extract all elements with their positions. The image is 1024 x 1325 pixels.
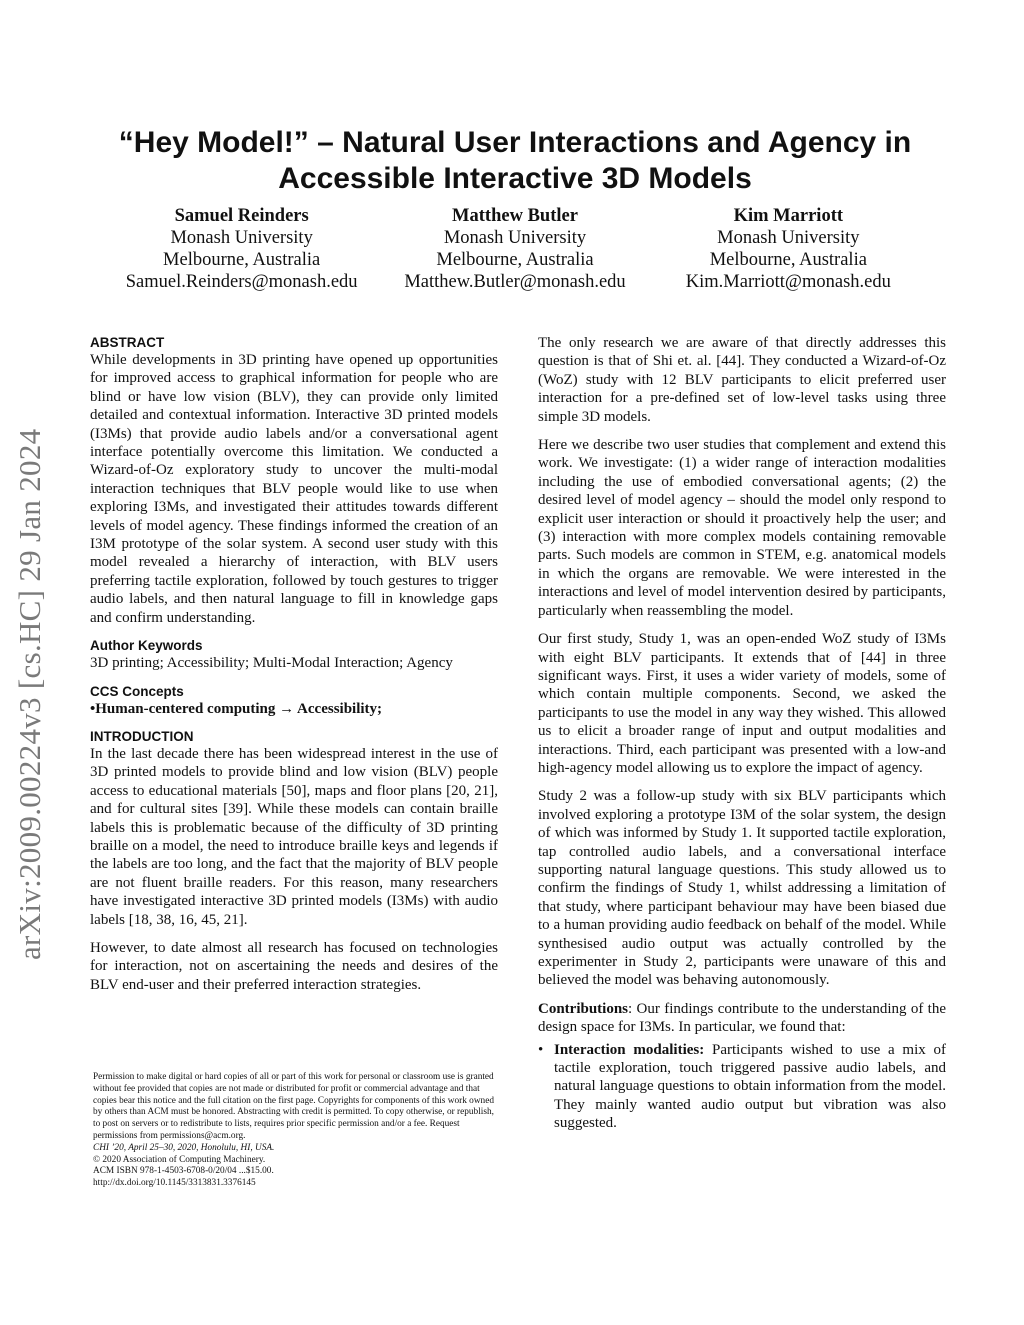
author-name: Matthew Butler — [452, 206, 578, 226]
paper-title — [100, 125, 930, 197]
body-paragraph: Our first study, Study 1, was an open-ended WoZ study of I3Ms with eight BLV participants. It extends that of [44] in three significant ways. First, it uses a wider variety of models, some of which contain multiple components. Second, we asked the participants to use the model in any way they wished. This allowed us to elicit a broader range of input and output modalities and interactions. Third, each participant was presented with a low-and high-agency model allowing us to explore the impact of agency. — [538, 631, 946, 776]
author-name: Kim Marriott — [733, 206, 844, 226]
arxiv-stamp: arXiv:2009.00224v3 [cs.HC] 29 Jan 2024 — [12, 428, 47, 960]
author-email: Samuel.Reinders@monash.edu — [125, 272, 358, 292]
contributions-paragraph — [538, 1000, 946, 1037]
author-affiliation: Monash University — [717, 228, 860, 248]
contributions-label: Contributions — [538, 1000, 629, 1017]
contributions-text: : Our findings contribute to the understanding of the design space for I3Ms. In particular, we found that: — [538, 1000, 946, 1036]
abstract-text: While developments in 3D printing have opened up opportunities for improved access to graphical information for people who are blind or have low vision (BLV), they can provide only limited detailed and contextual information. Interactive 3D printed models (I3Ms) that provide audio labels and/or a conversational agent interface potentially overcome this limitation. We conducted a Wizard-of-Oz exploratory study to uncover the multi-modal interaction techniques that BLV people would like to use when exploring I3Ms, and investigated their attitudes towards different levels of model agency. These findings informed the creation of an I3M prototype of the solar system. A second user study with this model revealed a hierarchy of interaction, with BLV users preferring tactile exploration, followed by touch gestures to trigger audio labels, and then natural language to fill in knowledge gaps and confirm understanding. — [90, 352, 498, 626]
author-affiliation: Monash University — [443, 228, 587, 248]
keywords-heading: Author Keywords — [90, 638, 203, 654]
body-paragraph: Here we describe two user studies that complement and extend this work. We investigate: (1) a wider range of interaction modalities including the use of embodied conversational agents; (2) the desired level of model agency – should the model only respond to explicit user interaction or should it proactively help the user; and (3) interaction with more complex models containing removable parts. Such models are common in STEM, e.g. anatomical models in which the organs are removable. We were interested in the interactions and level of model intervention desired by participants, particularly when reassembling the model. — [538, 437, 946, 619]
author-1 — [105, 205, 378, 293]
author-location: Melbourne, Australia — [436, 250, 594, 270]
ccs-text: •Human-centered computing → Accessibility; — [90, 700, 383, 717]
author-block — [105, 205, 925, 293]
author-email: Matthew.Butler@monash.edu — [404, 272, 626, 292]
bullet-label: Interaction modalities: — [554, 1041, 705, 1058]
copyright-line: © 2020 Association of Computing Machinery. — [93, 1154, 266, 1165]
bullet-text — [554, 1041, 946, 1133]
permission-notice: Permission to make digital or hard copies of all or part of this work for personal or classroom use is granted without fee provided that copies are not made or distributed for profit or commercial advantage and that copies bear this notice and the full citation on the first page. Copyrights for components of this work owned by others than ACM must be honored. Abstracting with credit is permitted. To copy otherwise, or republish, to post on servers or to redistribute to lists, requires prior specific permission and/or a fee. Request permissions from permissions@acm.org. — [93, 1072, 494, 1141]
ccs-heading: CCS Concepts — [90, 683, 184, 699]
conference-info: CHI ’20, April 25–30, 2020, Honolulu, HI, USA. — [93, 1142, 275, 1153]
bullet-body: Participants wished to use a mix of tactile exploration, touch triggered passive audio labels, and natural language questions to obtain information from the model. They mainly wanted audio output but vibration was also suggested. — [554, 1041, 946, 1132]
author-location: Melbourne, Australia — [163, 250, 321, 270]
bullet-icon: • — [538, 1041, 544, 1058]
doi-link[interactable]: http://dx.doi.org/10.1145/3313831.3376145 — [93, 1178, 256, 1189]
author-affiliation: Monash University — [170, 228, 313, 248]
author-email: Kim.Marriott@monash.edu — [685, 272, 891, 292]
author-2 — [378, 205, 651, 293]
introduction-heading: INTRODUCTION — [90, 728, 194, 744]
author-3 — [652, 205, 925, 293]
contribution-bullet — [538, 1041, 946, 1133]
abstract-heading: ABSTRACT — [90, 335, 165, 350]
copyright-footnote — [93, 1072, 498, 1190]
author-name: Samuel Reinders — [174, 206, 309, 226]
right-column — [538, 334, 946, 1133]
introduction-paragraph: However, to date almost all research has focused on technologies for interaction, not on ascertaining the needs and desires of the BLV end-user and their preferred interaction strategies. — [90, 939, 498, 993]
isbn-line: ACM ISBN 978-1-4503-6708-0/20/04 ...$15.00. — [93, 1166, 274, 1177]
keywords-text: 3D printing; Accessibility; Multi-Modal Interaction; Agency — [90, 655, 453, 672]
introduction-paragraph: In the last decade there has been widespread interest in the use of 3D printed models to provide blind and low vision (BLV) people access to educational materials [50], maps and floor plans [20, 21], and for cultural sites [39]. While these models can contain braille labels this is problematic because of the difficulty of 3D printing braille on a model, the need to introduce braille keys and legends if the labels are too long, and the fact that the majority of BLV people are not fluent braille readers. For this reason, many researchers have investigated interactive 3D printed models (I3Ms) with audio labels [18, 38, 16, 45, 21]. — [90, 745, 498, 928]
body-paragraph: The only research we are aware of that directly addresses this question is that of Shi et. al. [44]. They conducted a Wizard-of-Oz (WoZ) study with 12 BLV participants to elicit preferred user interaction for a pre-defined set of low-level tasks using three simple 3D models. — [538, 335, 946, 425]
author-location: Melbourne, Australia — [709, 250, 867, 270]
title-line-1: “Hey Model!” – Natural User Interactions and Agency in — [118, 126, 912, 159]
left-column — [90, 334, 498, 994]
body-paragraph: Study 2 was a follow-up study with six BLV participants which involved exploring a prototype I3M of the solar system, the design of which was informed by Study 1. It supported tactile exploration, tap controlled audio labels, and a conversational interface supporting natural language questions. This study allowed us to confirm the findings of Study 1, whilst addressing a limitation of that study, where participant behaviour may have been biased due to a human providing audio feedback on behalf of the model. While synthesised audio output was actually controlled by the experimenter in Study 2, participants were unaware of this and believed the model was behaving autonomously. — [538, 788, 946, 989]
title-line-2: Accessible Interactive 3D Models — [278, 162, 752, 195]
